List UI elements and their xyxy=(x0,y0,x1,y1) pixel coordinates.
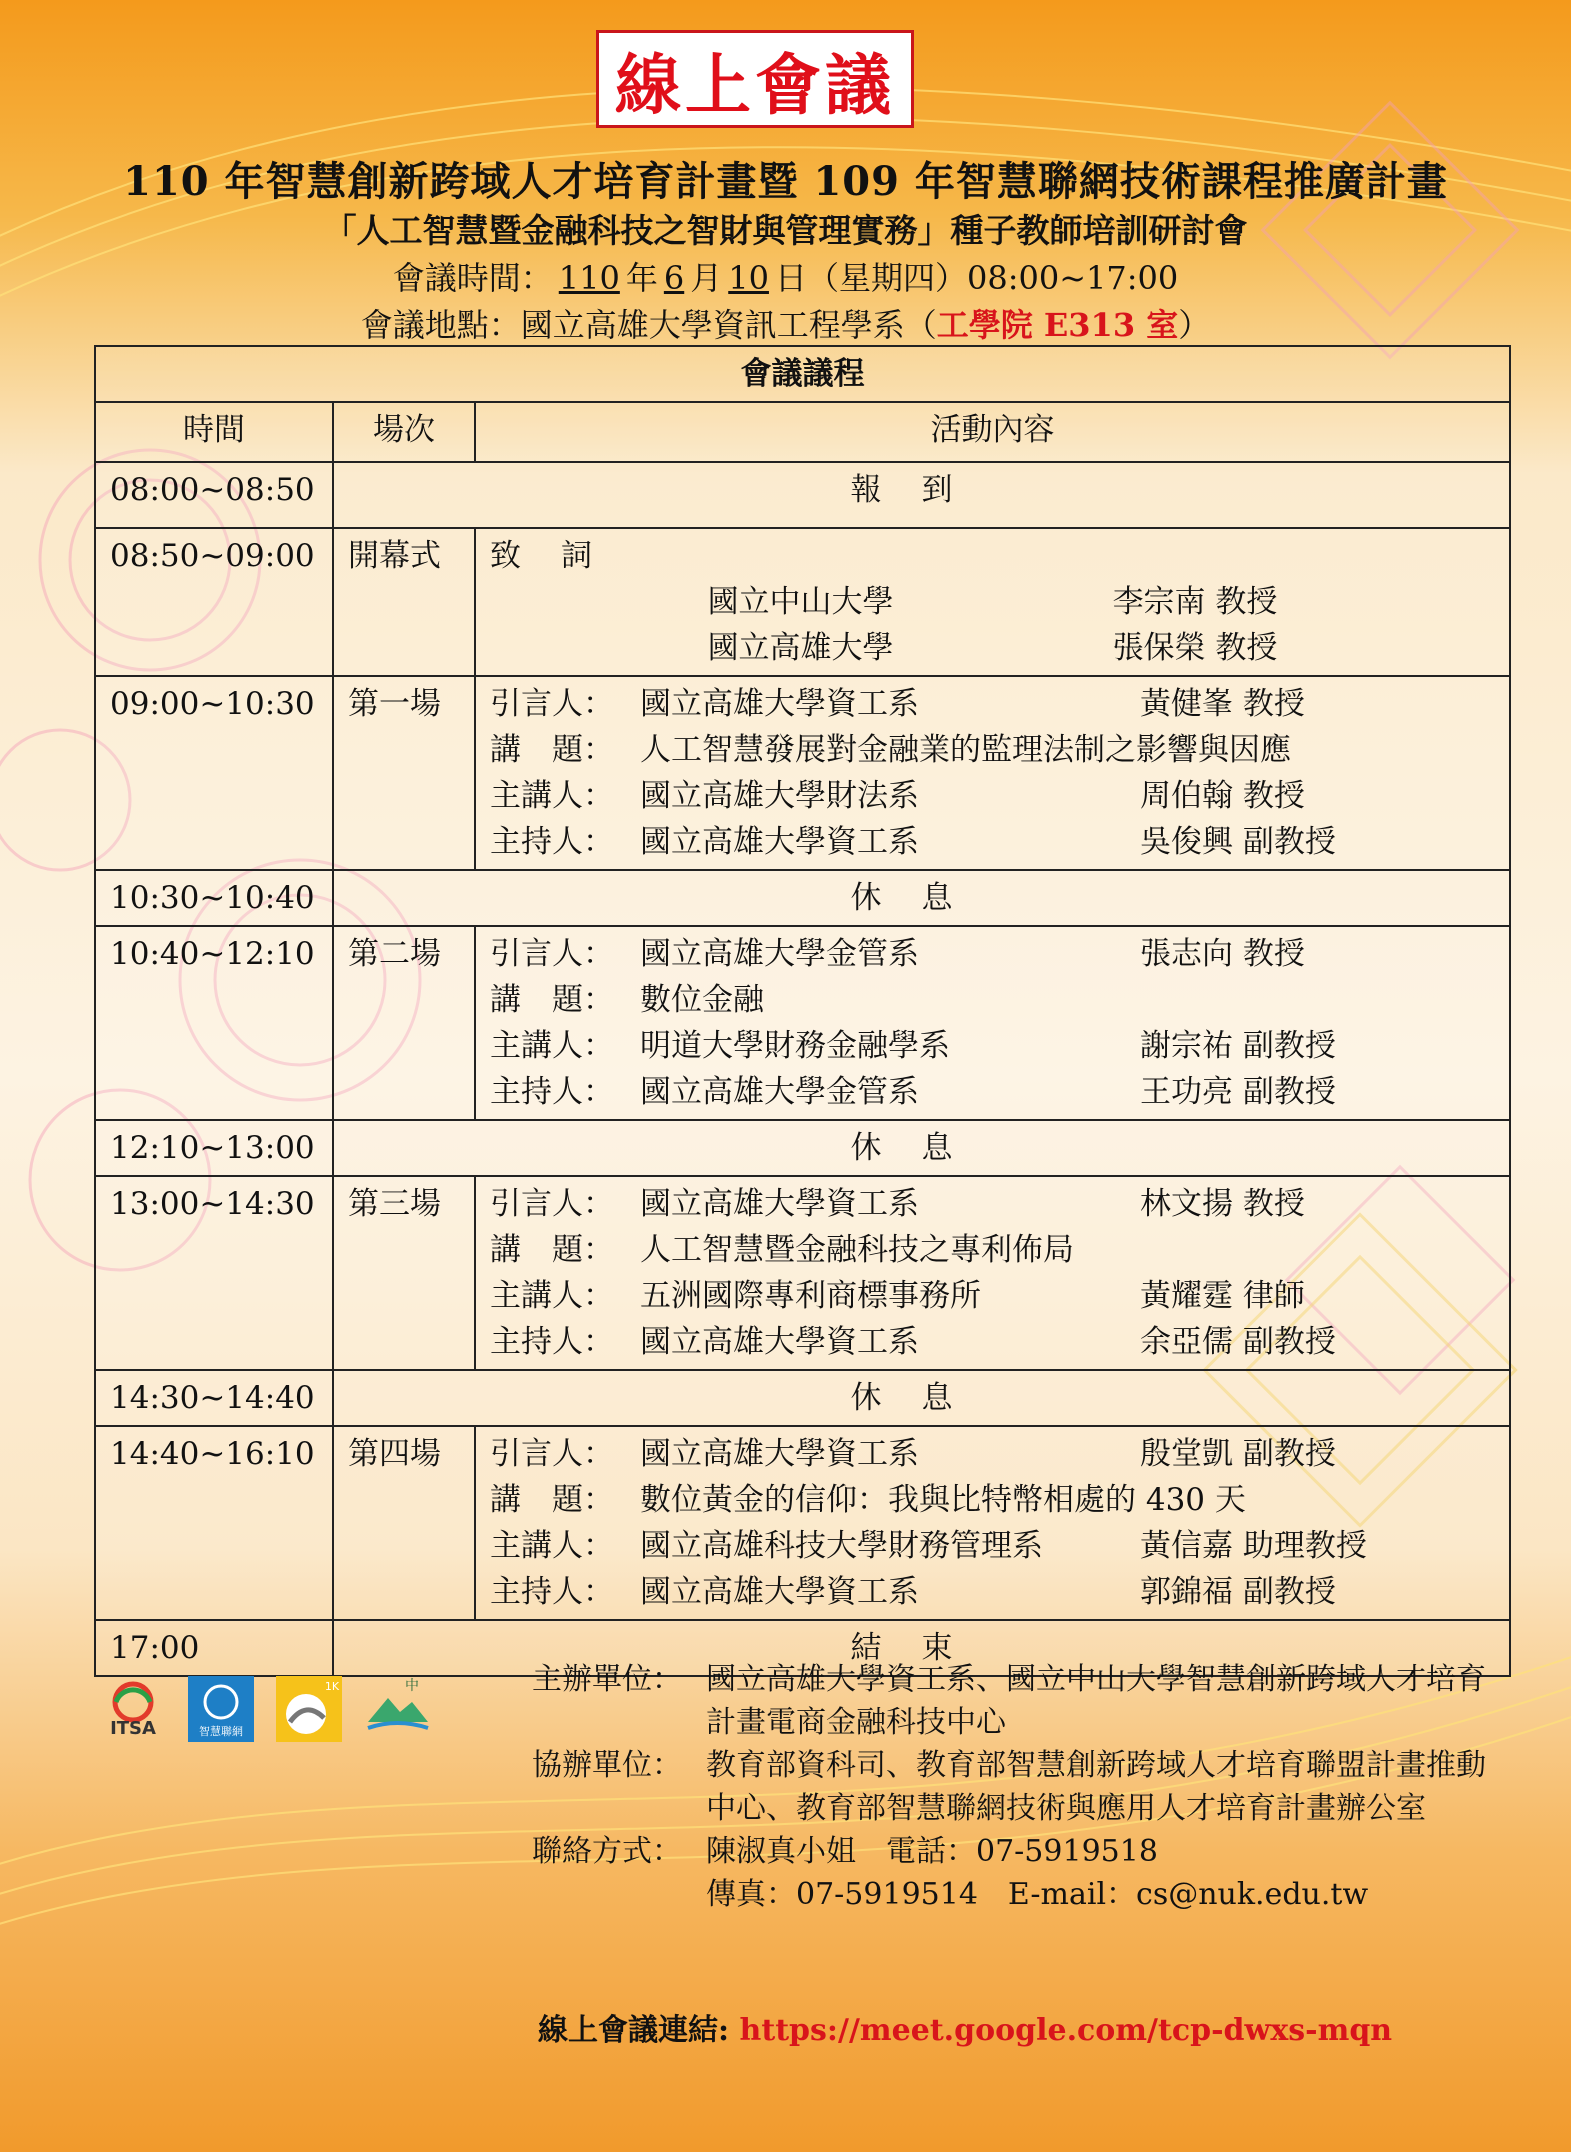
itsa-logo xyxy=(96,1672,170,1746)
svg-text:ITSA: ITSA xyxy=(110,1718,156,1739)
break-cell: 休息 xyxy=(333,1120,1510,1176)
mountain-logo xyxy=(360,1672,434,1746)
opening-speaker: 國立中山大學 李宗南 教授 xyxy=(707,584,1278,620)
session-name: 第四場 xyxy=(333,1426,475,1620)
session-line: 主講人： 五洲國際專利商標事務所 黃耀霆 律師 xyxy=(490,1278,1305,1314)
session-line: 主持人： 國立高雄大學金管系 王功亮 副教授 xyxy=(490,1074,1336,1110)
time-cell: 10:40~12:10 xyxy=(95,926,333,1120)
time-cell: 10:30~10:40 xyxy=(95,870,333,926)
opening-heading: 致詞 xyxy=(490,538,632,574)
agenda-title: 會議議程 xyxy=(95,346,1510,402)
aiot-logo xyxy=(184,1672,258,1746)
meeting-place: 會議地點：國立高雄大學資訊工程學系（工學院 E313 室） xyxy=(360,306,1211,344)
break-cell: 休息 xyxy=(333,870,1510,926)
contact-row: 聯絡方式： 陳淑真小姐 電話：07-5919518 xyxy=(532,1834,1158,1869)
session-line: 講 題： 人工智慧發展對金融業的監理法制之影響與因應 xyxy=(490,732,1291,768)
time-cell: 14:30~14:40 xyxy=(95,1370,333,1426)
online-meeting-link-row: 線上會議連結: https://meet.google.com/tcp-dwxs-mqn xyxy=(538,2013,1393,2048)
time-cell: 08:00~08:50 xyxy=(95,462,333,528)
svg-text:中: 中 xyxy=(405,1678,419,1694)
session-name: 第三場 xyxy=(333,1176,475,1370)
header-time: 時間 xyxy=(95,402,333,462)
session-line: 引言人： 國立高雄大學金管系 張志向 教授 xyxy=(490,936,1305,972)
closing-cell: 結束 xyxy=(333,1620,1510,1676)
logo-strip xyxy=(96,1672,434,1746)
session-line: 主持人： 國立高雄大學資工系 余亞儒 副教授 xyxy=(490,1324,1336,1360)
ik-logo xyxy=(272,1672,346,1746)
svg-text:智慧聯網: 智慧聯網 xyxy=(199,1725,243,1738)
header-session: 場次 xyxy=(333,402,475,462)
session-content xyxy=(475,1426,1510,1620)
session-line: 引言人： 國立高雄大學資工系 林文揚 教授 xyxy=(490,1186,1305,1222)
session-line: 主持人： 國立高雄大學資工系 吳俊興 副教授 xyxy=(490,824,1336,860)
meeting-time: 會議時間： 110 年 6 月 10 日（星期四）08:00~17:00 xyxy=(392,259,1179,297)
session-name: 第二場 xyxy=(333,926,475,1120)
agenda-table xyxy=(94,345,1511,1677)
session-line: 主持人： 國立高雄大學資工系 郭錦福 副教授 xyxy=(490,1574,1336,1610)
session-name: 開幕式 xyxy=(333,528,475,676)
time-cell: 12:10~13:00 xyxy=(95,1120,333,1176)
sub-title: 「人工智慧暨金融科技之智財與管理實務」種子教師培訓研討會 xyxy=(323,211,1248,250)
time-cell: 17:00 xyxy=(95,1620,333,1676)
fax-row: 傳真：07-5919514 E-mail：cs@nuk.edu.tw xyxy=(706,1877,1369,1912)
session-content xyxy=(475,926,1510,1120)
session-line: 講 題： 數位黃金的信仰：我與比特幣相處的 430 天 xyxy=(490,1482,1246,1518)
session-line: 講 題： 數位金融 xyxy=(490,982,764,1018)
session-line: 主講人： 明道大學財務金融學系 謝宗祐 副教授 xyxy=(490,1028,1336,1064)
break-cell: 休息 xyxy=(333,1370,1510,1426)
online-meeting-badge: 線上會議 xyxy=(596,30,914,128)
registration-cell: 報到 xyxy=(333,462,1510,528)
time-cell: 13:00~14:30 xyxy=(95,1176,333,1370)
time-cell: 09:00~10:30 xyxy=(95,676,333,870)
session-line: 主講人： 國立高雄大學財法系 周伯翰 教授 xyxy=(490,778,1305,814)
opening-content xyxy=(475,528,1510,676)
session-line: 引言人： 國立高雄大學資工系 殷堂凱 副教授 xyxy=(490,1436,1336,1472)
time-cell: 08:50~09:00 xyxy=(95,528,333,676)
session-line: 講 題： 人工智慧暨金融科技之專利佈局 xyxy=(490,1232,1074,1268)
svg-text:1K: 1K xyxy=(324,1680,340,1693)
co-organizer-row: 協辦單位： 教育部資科司、教育部智慧創新跨域人才培育聯盟計畫推動中心、教育部智慧聯網技術與應用人才培育計畫辦公室 xyxy=(532,1748,1486,1826)
organizer-row: 主辦單位： 國立高雄大學資工系、國立中山大學智慧創新跨域人才培育計畫電商金融科技中心 xyxy=(532,1662,1486,1740)
main-title: 110 年智慧創新跨域人才培育計畫暨 109 年智慧聯網技術課程推廣計畫 xyxy=(123,158,1448,205)
opening-speaker: 國立高雄大學 張保榮 教授 xyxy=(707,630,1278,666)
footer-info xyxy=(532,1658,1512,1916)
session-line: 引言人： 國立高雄大學資工系 黃健峯 教授 xyxy=(490,686,1305,722)
session-line: 主講人： 國立高雄科技大學財務管理系 黃信嘉 助理教授 xyxy=(490,1528,1367,1564)
online-meeting-link[interactable]: https://meet.google.com/tcp-dwxs-mqn xyxy=(739,2013,1393,2048)
header-content: 活動內容 xyxy=(475,402,1510,462)
session-name: 第一場 xyxy=(333,676,475,870)
session-content xyxy=(475,1176,1510,1370)
session-content xyxy=(475,676,1510,870)
time-cell: 14:40~16:10 xyxy=(95,1426,333,1620)
